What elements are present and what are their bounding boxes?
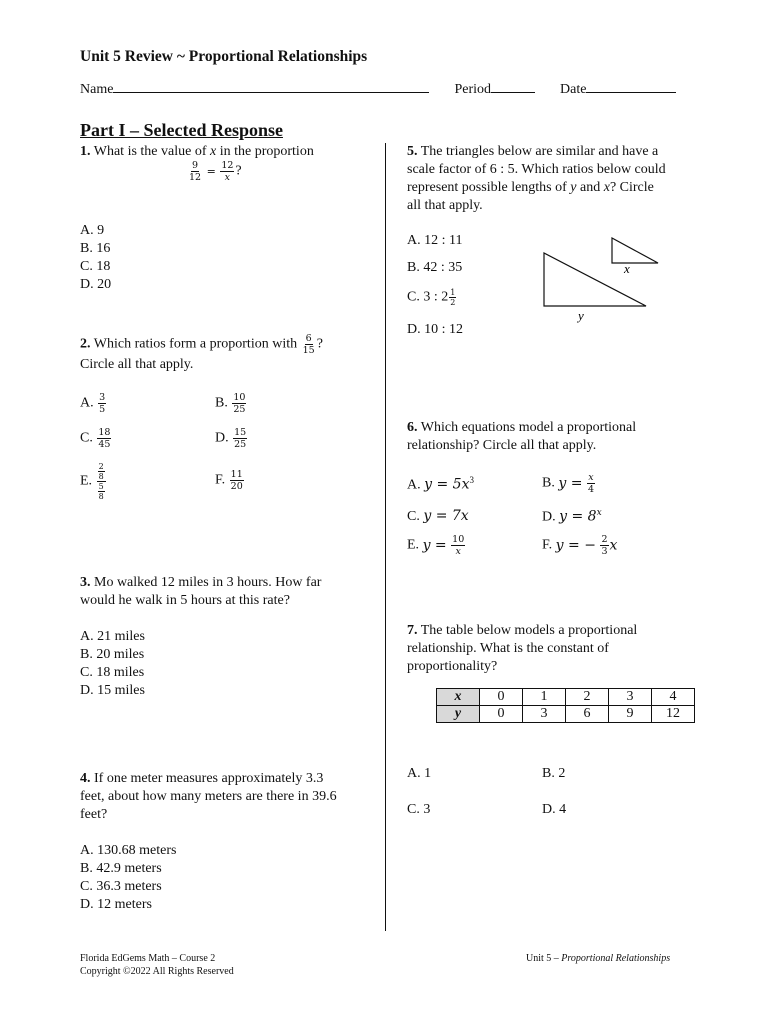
q3-option-d[interactable]: D. 15 miles (80, 683, 145, 698)
q6-option-b[interactable] (542, 472, 596, 495)
table-cell: 4 (652, 689, 695, 706)
label-y: y (578, 308, 584, 323)
q6-number: 6. (407, 420, 418, 435)
q3-number: 3. (80, 575, 91, 590)
q1-frac-1 (188, 160, 202, 183)
question-2 (80, 333, 380, 356)
frac-num: 2 (601, 534, 608, 545)
q2-option-f-letter: F. (215, 472, 226, 488)
large-triangle (544, 253, 646, 306)
frac-den: 45 (98, 439, 111, 450)
q5-option-d[interactable]: D. 10 : 12 (407, 322, 463, 337)
q2-line2: Circle all that apply. (80, 357, 194, 372)
letter: E. (407, 537, 420, 553)
frac-den: 8 (98, 472, 104, 481)
question-3 (80, 574, 380, 610)
frac-den: 8 (98, 492, 104, 501)
q6-line1: Which equations model a proportional (420, 420, 637, 435)
lhs: y = (558, 475, 583, 492)
sup: 3 (469, 475, 474, 485)
x-header: x (437, 689, 480, 706)
expr: y = 7x (423, 508, 469, 524)
q5-line2: scale factor of 6 : 5. Which ratios below could (407, 162, 666, 177)
table-cell: 9 (609, 706, 652, 723)
name-period-date-line (80, 79, 700, 98)
q1-option-d[interactable]: D. 20 (80, 277, 112, 292)
q1-frac-2 (220, 160, 234, 183)
q7-line2: relationship. What is the constant of (407, 641, 609, 656)
question-6 (407, 419, 707, 455)
rhs: x (609, 537, 618, 554)
table-cell: 6 (566, 706, 609, 723)
q5-and: and (580, 180, 601, 195)
q3-option-a[interactable]: A. 21 miles (80, 629, 145, 644)
sup: x (596, 508, 602, 518)
q7-table (436, 688, 695, 723)
expr: y = 8 (559, 508, 597, 525)
name-blank (113, 79, 429, 93)
q7-option-d[interactable]: D. 4 (542, 802, 567, 817)
q6-option-d[interactable] (542, 508, 602, 526)
frac (451, 534, 465, 557)
q2-option-f-frac (230, 469, 244, 492)
frac-num: 15 (234, 427, 247, 438)
q1-frac-2-num: 12 (221, 160, 234, 171)
q2-option-c-letter: C. (80, 430, 93, 446)
q2-option-b-frac (232, 392, 246, 415)
q7-number: 7. (407, 623, 418, 638)
letter: B. (542, 475, 555, 491)
frac (587, 472, 595, 495)
period-label: Period (454, 82, 491, 97)
frac-den: 5 (99, 404, 106, 415)
q6-line2: relationship? Circle all that apply. (407, 438, 597, 453)
complex-frac-top (97, 462, 106, 482)
small-triangle (612, 238, 658, 263)
q6-option-e[interactable] (407, 534, 466, 557)
q2-frac-num: 6 (305, 333, 312, 344)
label-x: x (624, 261, 630, 276)
q5-line3-b: ? Circle (609, 180, 654, 195)
q1-frac-1-den: 12 (189, 172, 202, 183)
q2-option-d[interactable] (215, 427, 248, 450)
letter: F. (542, 537, 553, 553)
q6-option-c[interactable] (407, 508, 469, 525)
q1-var: x (210, 144, 217, 159)
q5-var-x: x (603, 180, 610, 195)
footer-right (526, 952, 670, 965)
letter: C. (407, 509, 420, 524)
q4-option-b[interactable]: B. 42.9 meters (80, 861, 162, 876)
question-5 (407, 143, 707, 215)
q7-option-a[interactable]: A. 1 (407, 766, 432, 781)
q2-text: Which ratios form a proportion with (93, 336, 298, 352)
frac-den: 25 (234, 439, 247, 450)
q2-option-f[interactable] (215, 469, 245, 492)
q5-line4: all that apply. (407, 198, 483, 213)
table-cell: 1 (523, 689, 566, 706)
frac-den: 4 (587, 484, 594, 495)
q3-line2: would he walk in 5 hours at this rate? (80, 593, 290, 608)
q4-option-d[interactable]: D. 12 meters (80, 897, 152, 912)
q2-option-e[interactable] (80, 462, 107, 501)
q5-option-c-label: C. 3 : 2 (407, 289, 449, 305)
lhs: y = (422, 537, 447, 554)
q7-line1: The table below models a proportional (420, 623, 638, 638)
frac-num: 1 (450, 288, 456, 297)
y-header: y (437, 706, 480, 723)
letter: A. (407, 477, 421, 493)
frac-den: 20 (230, 481, 243, 492)
table-cell: 2 (566, 689, 609, 706)
q1-text-b: in the proportion (219, 144, 314, 159)
q2-option-a-frac (98, 392, 106, 415)
q5-var-y: y (570, 180, 577, 195)
q2-frac-den: 15 (302, 345, 315, 356)
date-blank (586, 79, 676, 93)
q1-frac-2-den: x (224, 172, 231, 183)
q7-line3: proportionality? (407, 659, 498, 674)
small-frac (98, 482, 105, 501)
footer-left (80, 952, 234, 978)
q1-equals: = (206, 165, 216, 178)
period-blank (491, 79, 535, 93)
similar-triangles-figure (538, 232, 668, 327)
q4-option-a[interactable]: A. 130.68 meters (80, 843, 177, 858)
footer-course: Florida EdGems Math – Course 2 (80, 953, 216, 964)
q6-option-f[interactable] (542, 534, 617, 557)
q5-option-c[interactable] (407, 288, 457, 307)
table-row-x (437, 689, 695, 706)
q5-line1: The triangles below are similar and have a (420, 144, 659, 159)
footer-copyright: Copyright ©2022 All Rights Reserved (80, 966, 234, 977)
q1-text-a: What is the value of (93, 144, 207, 159)
q5-number: 5. (407, 144, 418, 159)
q3-options (80, 628, 145, 700)
q5-line3 (407, 179, 707, 197)
q1-options (80, 222, 111, 294)
frac-num: 3 (99, 392, 106, 403)
q1-proportion (187, 160, 242, 183)
q2-qmark: ? (316, 336, 323, 352)
table-cell: 0 (480, 706, 523, 723)
q2-option-a[interactable] (80, 392, 107, 415)
expr: y = 5x (424, 476, 470, 493)
table-cell: 0 (480, 689, 523, 706)
q4-line1: If one meter measures approximately 3.3 (94, 771, 324, 786)
q2-option-c-frac (97, 427, 111, 450)
frac-den: x (455, 546, 461, 557)
q2-option-a-letter: A. (80, 395, 94, 411)
frac-num: 5 (98, 482, 104, 491)
footer-unit: Unit 5 – (526, 953, 562, 964)
q1-qmark: ? (235, 163, 242, 179)
frac-num: 11 (230, 469, 243, 480)
q3-line1: Mo walked 12 miles in 3 hours. How far (94, 575, 322, 590)
q5-line3-a: represent possible lengths of (407, 180, 567, 195)
q2-option-d-letter: D. (215, 430, 229, 446)
q1-option-c[interactable]: C. 18 (80, 259, 111, 274)
frac-den: 3 (601, 546, 608, 557)
q2-option-e-complex-frac (97, 462, 106, 501)
frac-num: 10 (233, 392, 246, 403)
lhs: y = − (555, 537, 596, 554)
q4-option-c[interactable]: C. 36.3 meters (80, 879, 162, 894)
q7-option-c[interactable]: C. 3 (407, 802, 431, 817)
q2-option-b[interactable] (215, 392, 247, 415)
q1-option-b[interactable]: B. 16 (80, 241, 111, 256)
date-label: Date (560, 82, 587, 97)
name-label: Name (80, 82, 114, 97)
part-title: Part I – Selected Response (80, 120, 283, 140)
q3-option-b[interactable]: B. 20 miles (80, 647, 145, 662)
q5-option-c-frac (449, 288, 456, 307)
frac-num: 10 (452, 534, 465, 545)
frac-num: 2 (98, 462, 104, 471)
table-row-y (437, 706, 695, 723)
question-4 (80, 770, 380, 824)
small-frac (98, 462, 105, 481)
letter: D. (542, 509, 556, 525)
page-title: Unit 5 Review ~ Proportional Relationships (80, 48, 368, 65)
q4-options (80, 842, 176, 914)
frac-num: x (588, 472, 594, 483)
footer-unit-title: Proportional Relationships (561, 953, 671, 964)
q2-option-c[interactable] (80, 427, 112, 450)
question-1 (80, 143, 380, 161)
q2-option-b-letter: B. (215, 395, 228, 411)
q5-option-a[interactable]: A. 12 : 11 (407, 233, 463, 248)
q4-number: 4. (80, 771, 91, 786)
frac-den: 25 (233, 404, 246, 415)
q5-option-b[interactable]: B. 42 : 35 (407, 260, 463, 275)
q1-number: 1. (80, 144, 91, 159)
q2-option-d-frac (233, 427, 247, 450)
table-cell: 3 (609, 689, 652, 706)
q4-line3: feet? (80, 807, 108, 822)
question-7 (407, 622, 707, 676)
q6-option-a[interactable] (407, 475, 474, 494)
frac-num: 18 (98, 427, 111, 438)
frac-den: 2 (450, 298, 456, 307)
column-divider (385, 143, 386, 931)
table-cell: 12 (652, 706, 695, 723)
q1-option-a[interactable]: A. 9 (80, 223, 105, 238)
q3-option-c[interactable]: C. 18 miles (80, 665, 145, 680)
q4-line2: feet, about how many meters are there in 39.6 (80, 789, 337, 804)
q1-frac-1-num: 9 (192, 160, 199, 171)
q2-option-e-letter: E. (80, 473, 93, 489)
q7-option-b[interactable]: B. 2 (542, 766, 566, 781)
q2-number: 2. (80, 336, 91, 352)
q2-frac (302, 333, 316, 356)
frac (600, 534, 608, 557)
complex-frac-bottom (97, 482, 106, 501)
table-cell: 3 (523, 706, 566, 723)
